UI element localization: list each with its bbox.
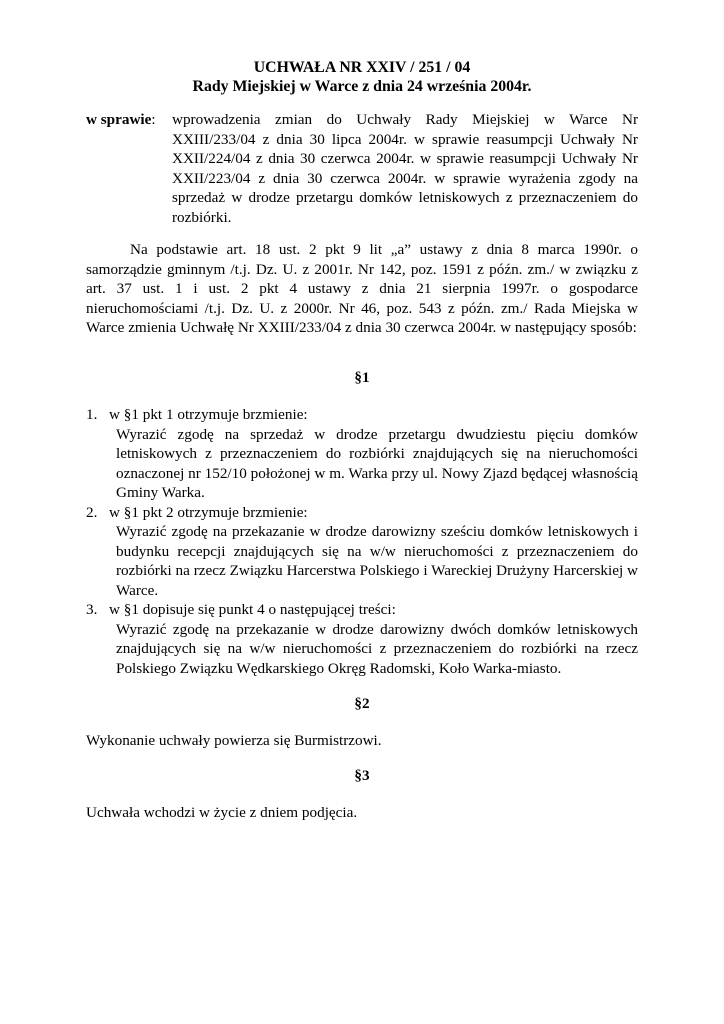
section-2-heading: §2 [354, 695, 370, 712]
list-item-heading: w §1 pkt 1 otrzymuje brzmienie: [109, 406, 308, 423]
subject-text: wprowadzenia zmian do Uchwały Rady Miejskiej w Warce Nr XXIII/233/04 z dnia 30 lipca 2004r. w sprawie reasumpcji Uchwały Nr XXII/224/04 z dnia 30 czerwca 2004r. w sprawie reasumpcji Uchwały Nr XXII/223/04 z dnia 30 czerwca 2004r. w sprawie wyrażenia zgody na sprzedaż w drodze przetargu domków letniskowych z przeznaczeniem do rozbiórki. [172, 111, 638, 226]
resolution-issuer-date: Rady Miejskiej w Warce z dnia 24 września 2004r. [192, 78, 532, 95]
list-item-number: 2. [86, 503, 98, 521]
subject-label [86, 110, 156, 130]
list-item-body: Wyrazić zgodę na przekazanie w drodze darowizny dwóch domków letniskowych znajdujących się na w/w nieruchomości z przeznaczeniem do rozbiórki na rzecz Polskiego Związku Wędkarskiego Okręg Radomski, Koło Warka-miasto. [116, 620, 638, 677]
section-3-text: Uchwała wchodzi w życie z dniem podjęcia. [86, 804, 358, 821]
list-item-number: 3. [86, 601, 98, 618]
section-1-list [86, 405, 638, 678]
list-item-heading: w §1 pkt 2 otrzymuje brzmienie: [109, 503, 308, 521]
list-item [86, 503, 638, 601]
subject-label-text: w sprawie [86, 111, 152, 128]
section-2-text: Wykonanie uchwały powierza się Burmistrzowi. [86, 732, 382, 749]
section-1-heading: §1 [354, 369, 370, 386]
list-item-heading: w §1 dopisuje się punkt 4 o następującej treści: [109, 601, 396, 618]
list-item-body: Wyrazić zgodę na przekazanie w drodze darowizny sześciu domków letniskowych i budynku recepcji znajdujących się na w/w nieruchomości z przeznaczeniem do rozbiórki na rzecz Związku Harcerstwa Polskiego i Wareckiej Drużyny Harcerskiej w Warce. [116, 523, 638, 599]
preamble-paragraph: Na podstawie art. 18 ust. 2 pkt 9 lit „a” ustawy z dnia 8 marca 1990r. o samorządzie gminnym /t.j. Dz. U. z 2001r. Nr 142, poz. 1591 z późn. zm./ w związku z art. 37 ust. 1 i ust. 2 pkt 4 ustawy z dnia 21 sierpnia 1997r. o gospodarce nieruchomościami /t.j. Dz. U. z 2000r. Nr 46, poz. 543 z późn. zm./ Rada Miejska w Warce zmienia Uchwałę Nr XXIII/233/04 z dnia 30 czerwca 2004r. w następujący sposób: [86, 241, 638, 336]
subject-label-colon: : [151, 111, 156, 128]
resolution-number: UCHWAŁA NR XXIV / 251 / 04 [253, 59, 471, 76]
list-item-body: Wyrazić zgodę na sprzedaż w drodze przetargu dwudziestu pięciu domków letniskowych z przeznaczeniem do rozbiórki znajdujących się na nieruchomości oznaczonej nr 152/10 położonej w m. Warka przy ul. Nowy Zjazd będącej własnością Gminy Warka. [116, 425, 638, 501]
list-item [86, 600, 638, 678]
section-3-heading: §3 [354, 767, 370, 784]
list-item [86, 405, 638, 503]
list-item-number: 1. [86, 406, 98, 423]
